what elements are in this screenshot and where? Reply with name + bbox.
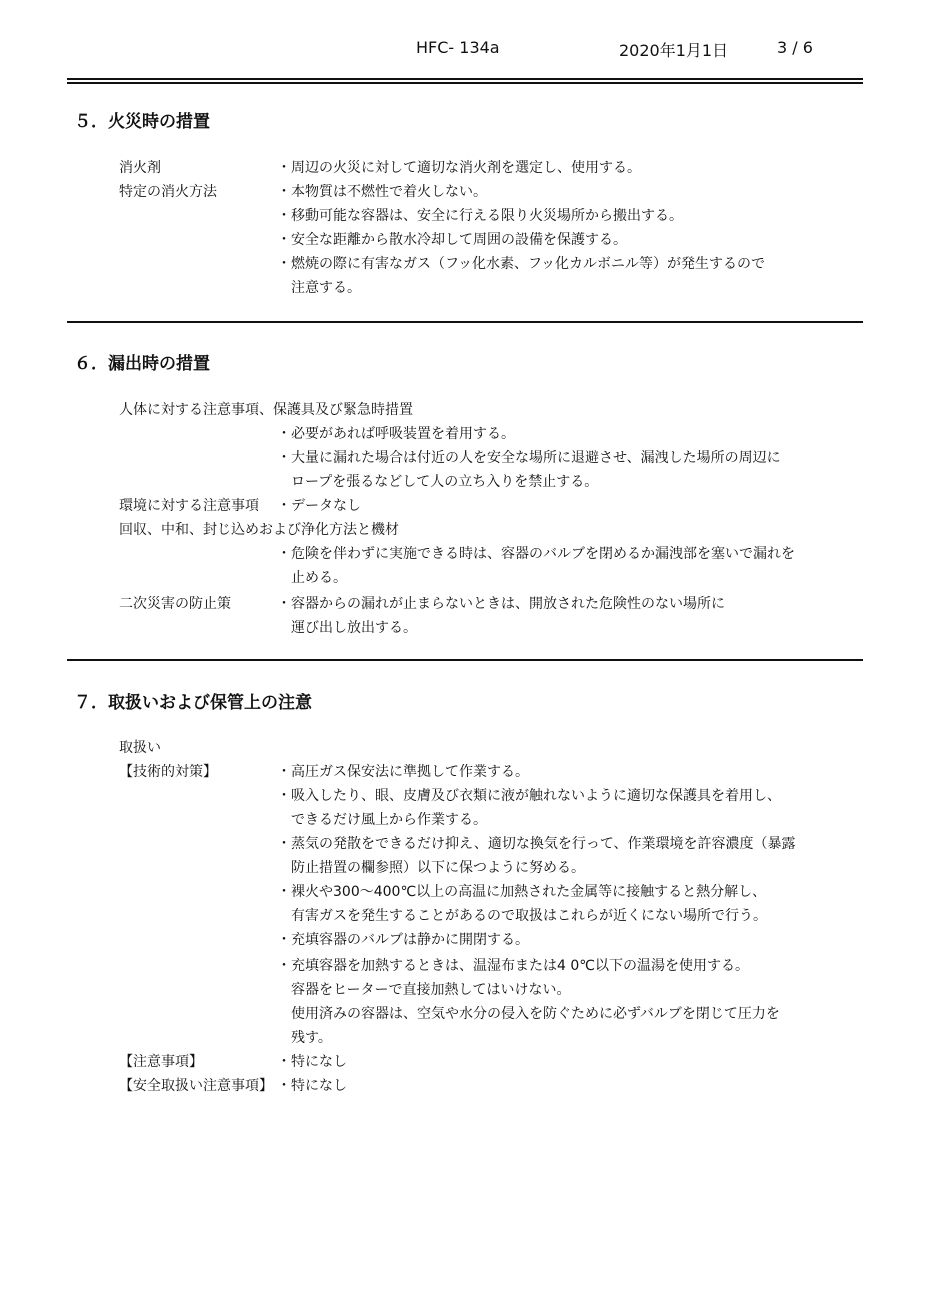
header-rule-top (67, 78, 863, 80)
section7-item-continuation: 残す。 (291, 1030, 332, 1046)
header-date: 2020年1月1日 (619, 41, 729, 60)
section6-item: ・危険を伴わずに実施できる時は、容器のバルブを閉めるか漏洩部を塞いで漏れを (277, 546, 795, 562)
section5-label-method: 特定の消火方法 (119, 184, 217, 200)
section7-label-technical: 【技術的対策】 (119, 764, 217, 780)
section7-item-continuation: 有害ガスを発生することがあるので取扱はこれらが近くにない場所で行う。 (291, 908, 767, 924)
section6-label-personal: 人体に対する注意事項、保護具及び緊急時措置 (119, 402, 413, 418)
section6-item-continuation: 止める。 (291, 570, 347, 586)
section7-item-continuation: 防止措置の欄参照）以下に保つように努める。 (291, 860, 585, 876)
section7-label-caution: 【注意事項】 (119, 1054, 203, 1070)
section6-label-env: 環境に対する注意事項 (119, 498, 259, 514)
section5-title: ５．火災時の措置 (74, 112, 210, 132)
section5-item: ・周辺の火災に対して適切な消火剤を選定し、使用する。 (277, 160, 641, 176)
section6-item: ・データなし (277, 498, 361, 514)
section7-item: ・特になし (277, 1078, 347, 1094)
section7-label-safe: 【安全取扱い注意事項】 (119, 1078, 273, 1094)
section7-item: ・充填容器のバルブは静かに開閉する。 (277, 932, 529, 948)
section7-item-continuation: 使用済みの容器は、空気や水分の侵入を防ぐために必ずバルブを閉じて圧力を (291, 1006, 780, 1022)
section7-item: ・高圧ガス保安法に準拠して作業する。 (277, 764, 529, 780)
section7-item: ・裸火や300～400℃以上の高温に加熱された金属等に接触すると熱分解し、 (277, 884, 767, 900)
section7-item: ・充填容器を加熱するときは、温湿布または4 0℃以下の温湯を使用する。 (277, 958, 749, 974)
section6-item: ・必要があれば呼吸装置を着用する。 (277, 426, 515, 442)
section6-item-continuation: ロープを張るなどして人の立ち入りを禁止する。 (291, 474, 599, 490)
section7-title: ７．取扱いおよび保管上の注意 (74, 693, 312, 713)
section6-label-secondary: 二次災害の防止策 (119, 596, 231, 612)
section7-item: ・蒸気の発散をできるだけ抑え、適切な換気を行って、作業環境を許容濃度（暴露 (277, 836, 796, 852)
section5-item: ・安全な距離から散水冷却して周囲の設備を保護する。 (277, 232, 627, 248)
section5-item-continuation: 注意する。 (291, 280, 361, 296)
section6-item: ・大量に漏れた場合は付近の人を安全な場所に退避させ、漏洩した場所の周辺に (277, 450, 781, 466)
section7-item-continuation: できるだけ風上から作業する。 (291, 812, 487, 828)
section-divider (67, 659, 863, 661)
header-rule-bottom (67, 82, 863, 84)
section7-item-continuation: 容器をヒーターで直接加熱してはいけない。 (291, 982, 571, 998)
section7-item: ・特になし (277, 1054, 347, 1070)
section6-item: ・容器からの漏れが止まらないときは、開放された危険性のない場所に (277, 596, 725, 612)
header-product: HFC- 134a (416, 38, 500, 57)
section5-item: ・本物質は不燃性で着火しない。 (277, 184, 487, 200)
header-page-number: 3 / 6 (777, 38, 813, 57)
section6-item-continuation: 運び出し放出する。 (291, 620, 417, 636)
section7-item: ・吸入したり、眼、皮膚及び衣類に液が触れないように適切な保護具を着用し、 (277, 788, 781, 804)
section7-label-handling: 取扱い (119, 740, 161, 756)
section5-item: ・移動可能な容器は、安全に行える限り火災場所から搬出する。 (277, 208, 683, 224)
section6-label-recovery: 回収、中和、封じ込めおよび浄化方法と機材 (119, 522, 399, 538)
section-divider (67, 321, 863, 323)
section6-title: ６．漏出時の措置 (74, 354, 210, 374)
section5-label-extinguisher: 消火剤 (119, 160, 161, 176)
section5-item: ・燃焼の際に有害なガス（フッ化水素、フッ化カルボニル等）が発生するので (277, 256, 766, 272)
